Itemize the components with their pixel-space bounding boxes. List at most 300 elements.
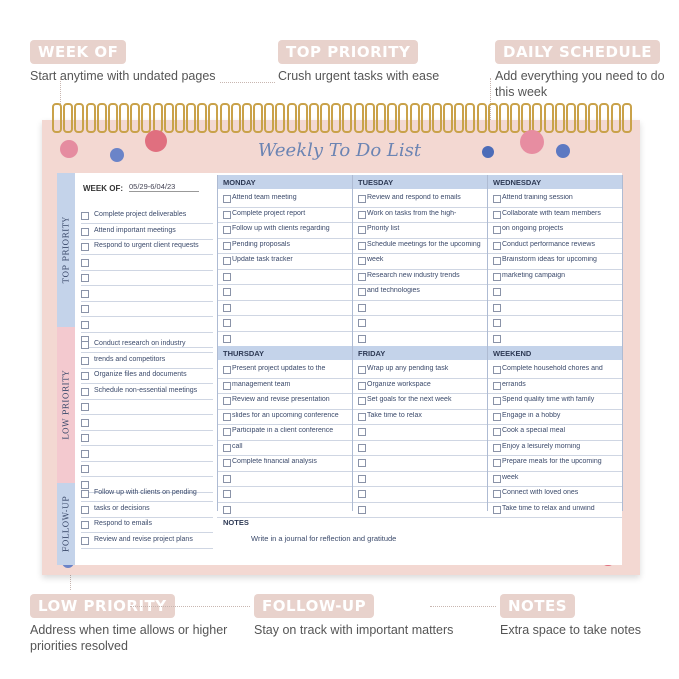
- checkbox[interactable]: [358, 226, 366, 234]
- checkbox[interactable]: [81, 341, 89, 349]
- task-row[interactable]: [487, 455, 622, 472]
- spiral-ring: [544, 103, 554, 133]
- task-row[interactable]: [217, 378, 352, 395]
- spiral-ring: [74, 103, 84, 133]
- spiral-ring: [622, 103, 632, 133]
- side-low-priority-label: LOW PRIORITY: [61, 370, 71, 440]
- spiral-ring: [97, 103, 107, 133]
- task-row[interactable]: [487, 486, 622, 503]
- spiral-ring: [499, 103, 509, 133]
- list-item[interactable]: [81, 486, 213, 502]
- task-row[interactable]: [352, 362, 487, 379]
- spiral-ring: [354, 103, 364, 133]
- list-item[interactable]: [81, 399, 213, 415]
- checkbox[interactable]: [358, 413, 366, 421]
- task-row[interactable]: [352, 378, 487, 395]
- task-row[interactable]: [487, 409, 622, 426]
- column-divider: [622, 175, 623, 511]
- spiral-ring: [287, 103, 297, 133]
- list-item[interactable]: [81, 224, 213, 240]
- task-text: Research new industry trends: [367, 271, 460, 279]
- checkbox[interactable]: [358, 397, 366, 405]
- spiral-ring: [555, 103, 565, 133]
- task-row[interactable]: [487, 207, 622, 224]
- task-row[interactable]: [217, 284, 352, 301]
- planner-sheet: [57, 173, 622, 565]
- list-item[interactable]: [81, 415, 213, 431]
- spiral-ring: [175, 103, 185, 133]
- list-item-text: Respond to emails: [94, 520, 152, 527]
- spiral-ring: [242, 103, 252, 133]
- spiral-ring: [577, 103, 587, 133]
- task-text: Spend quality time with family: [502, 396, 595, 403]
- list-item[interactable]: [81, 239, 213, 255]
- checkbox[interactable]: [223, 226, 231, 234]
- side-follow-up-label: FOLLOW-UP: [61, 495, 71, 553]
- task-row[interactable]: [217, 424, 352, 441]
- checkbox[interactable]: [358, 366, 366, 374]
- task-text: Wrap up any pending task: [367, 365, 449, 372]
- task-text: Pending proposals: [232, 240, 290, 248]
- checkbox[interactable]: [81, 259, 89, 267]
- task-row[interactable]: [487, 440, 622, 457]
- task-text: Review and respond to emails: [367, 194, 461, 201]
- checkbox[interactable]: [493, 304, 501, 312]
- checkbox[interactable]: [493, 226, 501, 234]
- task-row[interactable]: [217, 331, 352, 348]
- spiral-ring: [443, 103, 453, 133]
- checkbox[interactable]: [493, 195, 501, 203]
- callout-top-priority-label: TOP PRIORITY: [278, 40, 418, 64]
- column-divider: [352, 175, 353, 511]
- list-item[interactable]: [81, 337, 213, 353]
- list-item[interactable]: [81, 368, 213, 384]
- spiral-ring: [275, 103, 285, 133]
- spiral-ring: [320, 103, 330, 133]
- task-text: slides for an upcoming conference: [232, 411, 339, 419]
- task-text: week: [367, 256, 384, 263]
- callout-daily-schedule-desc: Add everything you need to do this week: [495, 69, 665, 99]
- task-row[interactable]: [352, 424, 487, 441]
- spiral-ring: [164, 103, 174, 133]
- day-name: THURSDAY: [223, 349, 264, 358]
- spiral-ring: [488, 103, 498, 133]
- list-item[interactable]: [81, 255, 213, 271]
- spiral-ring: [398, 103, 408, 133]
- callout-follow-up-desc: Stay on track with important matters: [254, 623, 454, 637]
- day-header: [487, 346, 622, 360]
- spiral-binding: [52, 103, 632, 133]
- day-name: FRIDAY: [358, 349, 386, 358]
- checkbox[interactable]: [223, 335, 231, 343]
- task-row[interactable]: [217, 362, 352, 379]
- flower-icon: [145, 130, 167, 152]
- task-row[interactable]: [217, 471, 352, 488]
- checkbox[interactable]: [223, 397, 231, 405]
- spiral-ring: [231, 103, 241, 133]
- checkbox[interactable]: [358, 242, 366, 250]
- task-text: Engage in a hobby: [502, 411, 561, 419]
- checkbox[interactable]: [223, 490, 231, 498]
- spiral-ring: [119, 103, 129, 133]
- task-text: Take time to relax: [367, 411, 422, 419]
- list-item-text: Respond to urgent client requests: [94, 242, 199, 249]
- task-row[interactable]: [487, 191, 622, 208]
- connector-notes: [430, 606, 496, 607]
- task-row[interactable]: [217, 455, 352, 472]
- spiral-ring: [331, 103, 341, 133]
- task-row[interactable]: [487, 300, 622, 317]
- spiral-ring: [86, 103, 96, 133]
- spiral-ring: [599, 103, 609, 133]
- task-row[interactable]: [352, 471, 487, 488]
- task-text: Cook a special meal: [502, 427, 566, 434]
- checkbox[interactable]: [223, 382, 231, 390]
- task-row[interactable]: [217, 269, 352, 286]
- task-row[interactable]: [352, 191, 487, 208]
- checkbox[interactable]: [493, 211, 501, 219]
- task-row[interactable]: [352, 284, 487, 301]
- day-name: TUESDAY: [358, 178, 394, 187]
- task-row[interactable]: [352, 207, 487, 224]
- list-item[interactable]: [81, 502, 213, 518]
- checkbox[interactable]: [223, 273, 231, 281]
- task-text: and technologies: [367, 287, 420, 294]
- task-text: Connect with loved ones: [502, 489, 579, 496]
- checkbox[interactable]: [493, 382, 501, 390]
- day-header: [217, 175, 352, 189]
- checkbox[interactable]: [223, 366, 231, 374]
- checkbox[interactable]: [81, 434, 89, 442]
- list-item[interactable]: [81, 430, 213, 446]
- checkbox[interactable]: [223, 319, 231, 327]
- spiral-ring: [253, 103, 263, 133]
- spiral-ring: [298, 103, 308, 133]
- list-item-text: Follow up with clients on pending: [94, 489, 197, 496]
- checkbox[interactable]: [493, 366, 501, 374]
- checkbox[interactable]: [358, 304, 366, 312]
- task-row[interactable]: [217, 253, 352, 270]
- task-row[interactable]: [217, 440, 352, 457]
- task-row[interactable]: [487, 331, 622, 348]
- task-row[interactable]: [487, 424, 622, 441]
- checkbox[interactable]: [81, 465, 89, 473]
- task-text: Enjoy a leisurely morning: [502, 442, 581, 450]
- checkbox[interactable]: [358, 211, 366, 219]
- callout-notes-desc: Extra space to take notes: [500, 623, 642, 637]
- task-text: week: [502, 473, 519, 481]
- task-row[interactable]: [487, 253, 622, 270]
- list-item[interactable]: [81, 533, 213, 549]
- notes-label: NOTES: [223, 518, 249, 527]
- checkbox[interactable]: [81, 506, 89, 514]
- checkbox[interactable]: [223, 242, 231, 250]
- week-of-label: WEEK OF:: [83, 184, 123, 193]
- callout-follow-up-label: FOLLOW-UP: [254, 594, 374, 618]
- checkbox[interactable]: [358, 335, 366, 343]
- checkbox[interactable]: [358, 382, 366, 390]
- checkbox[interactable]: [81, 228, 89, 236]
- checkbox[interactable]: [493, 444, 501, 452]
- task-text: Attend team meeting: [232, 194, 297, 201]
- spiral-ring: [454, 103, 464, 133]
- spiral-ring: [566, 103, 576, 133]
- checkbox[interactable]: [223, 195, 231, 203]
- callout-low-priority: [30, 594, 230, 654]
- task-text: Review and revise presentation: [232, 396, 330, 403]
- task-row[interactable]: [217, 191, 352, 208]
- checkbox[interactable]: [493, 459, 501, 467]
- task-text: Schedule meetings for the upcoming: [367, 240, 481, 248]
- list-item[interactable]: [81, 446, 213, 462]
- list-item[interactable]: [81, 384, 213, 400]
- list-item-text: Attend important meetings: [94, 226, 176, 234]
- checkbox[interactable]: [493, 428, 501, 436]
- task-row[interactable]: [217, 207, 352, 224]
- task-text: Complete financial analysis: [232, 458, 317, 465]
- checkbox[interactable]: [223, 288, 231, 296]
- task-row[interactable]: [352, 455, 487, 472]
- checkbox[interactable]: [81, 290, 89, 298]
- checkbox[interactable]: [493, 288, 501, 296]
- checkbox[interactable]: [81, 403, 89, 411]
- spiral-ring: [510, 103, 520, 133]
- spiral-ring: [588, 103, 598, 133]
- checkbox[interactable]: [81, 357, 89, 365]
- task-row[interactable]: [217, 222, 352, 239]
- side-follow-up: [57, 483, 75, 565]
- connector-top-priority: [220, 82, 275, 83]
- day-header: [352, 175, 487, 189]
- checkbox[interactable]: [81, 372, 89, 380]
- spiral-ring: [465, 103, 475, 133]
- list-item[interactable]: [81, 270, 213, 286]
- list-item-text: tasks or decisions: [94, 504, 150, 512]
- checkbox[interactable]: [81, 388, 89, 396]
- checkbox[interactable]: [358, 319, 366, 327]
- task-row[interactable]: [217, 300, 352, 317]
- spiral-ring: [130, 103, 140, 133]
- checkbox[interactable]: [81, 419, 89, 427]
- spiral-ring: [197, 103, 207, 133]
- column-divider: [217, 175, 218, 511]
- task-text: Brainstorm ideas for upcoming: [502, 256, 597, 263]
- task-text: Prepare meals for the upcoming: [502, 458, 602, 465]
- flower-icon: [556, 144, 570, 158]
- task-text: Follow up with clients regarding: [232, 225, 330, 232]
- spiral-ring: [309, 103, 319, 133]
- task-text: marketing campaign: [502, 271, 566, 279]
- day-name: WEEKEND: [493, 349, 532, 358]
- list-item[interactable]: [81, 301, 213, 317]
- checkbox[interactable]: [81, 537, 89, 545]
- callout-notes: [500, 594, 641, 638]
- spiral-ring: [432, 103, 442, 133]
- task-text: Update task tracker: [232, 256, 293, 263]
- checkbox[interactable]: [223, 428, 231, 436]
- task-row[interactable]: [352, 486, 487, 503]
- list-item-text: Organize files and documents: [94, 371, 187, 378]
- checkbox[interactable]: [493, 257, 501, 265]
- task-row[interactable]: [487, 238, 622, 255]
- task-row[interactable]: [352, 409, 487, 426]
- task-text: Complete project report: [232, 209, 306, 217]
- checkbox[interactable]: [81, 243, 89, 251]
- task-row[interactable]: [352, 238, 487, 255]
- flower-icon: [520, 130, 544, 154]
- checkbox[interactable]: [358, 490, 366, 498]
- list-item[interactable]: [81, 461, 213, 477]
- task-text: Priority list: [367, 225, 400, 232]
- task-text: Participate in a client conference: [232, 427, 334, 434]
- day-name: WEDNESDAY: [493, 178, 542, 187]
- list-item[interactable]: [81, 208, 213, 224]
- checkbox[interactable]: [493, 490, 501, 498]
- task-row[interactable]: [487, 284, 622, 301]
- spiral-ring: [410, 103, 420, 133]
- spiral-ring: [63, 103, 73, 133]
- checkbox[interactable]: [81, 274, 89, 282]
- checkbox[interactable]: [493, 413, 501, 421]
- task-row[interactable]: [352, 331, 487, 348]
- task-row[interactable]: [352, 222, 487, 239]
- task-text: Present project updates to the: [232, 365, 326, 372]
- spiral-ring: [521, 103, 531, 133]
- task-row[interactable]: [352, 300, 487, 317]
- week-of-value[interactable]: 05/29-6/04/23: [129, 182, 199, 192]
- notes-text: Write in a journal for reflection and gratitude: [251, 534, 397, 543]
- checkbox[interactable]: [81, 450, 89, 458]
- checkbox[interactable]: [493, 319, 501, 327]
- callout-top-priority-desc: Crush urgent tasks with ease: [278, 69, 440, 83]
- task-row[interactable]: [217, 315, 352, 332]
- checkbox[interactable]: [223, 444, 231, 452]
- spiral-ring: [365, 103, 375, 133]
- callout-week-of-label: WEEK OF: [30, 40, 126, 64]
- task-text: Conduct performance reviews: [502, 240, 595, 248]
- task-row[interactable]: [352, 315, 487, 332]
- task-row[interactable]: [217, 238, 352, 255]
- list-item-text: Review and revise project plans: [94, 535, 193, 543]
- list-item-text: Schedule non-essential meetings: [94, 386, 198, 394]
- checkbox[interactable]: [358, 475, 366, 483]
- spiral-ring: [141, 103, 151, 133]
- checkbox[interactable]: [358, 459, 366, 467]
- side-top-priority-label: TOP PRIORITY: [61, 216, 71, 284]
- checkbox[interactable]: [223, 304, 231, 312]
- checkbox[interactable]: [81, 212, 89, 220]
- flower-icon: [110, 148, 124, 162]
- list-item[interactable]: [81, 317, 213, 333]
- task-text: Collaborate with team members: [502, 209, 601, 217]
- list-item-text: trends and competitors: [94, 355, 166, 363]
- callout-notes-label: NOTES: [500, 594, 575, 618]
- task-text: management team: [232, 380, 291, 388]
- task-text: Attend training session: [502, 194, 573, 201]
- checkbox[interactable]: [81, 321, 89, 329]
- checkbox[interactable]: [223, 413, 231, 421]
- checkbox[interactable]: [223, 257, 231, 265]
- checkbox[interactable]: [358, 444, 366, 452]
- checkbox[interactable]: [358, 257, 366, 265]
- task-row[interactable]: [217, 393, 352, 410]
- callout-follow-up: [254, 594, 453, 638]
- checkbox[interactable]: [81, 521, 89, 529]
- day-name: MONDAY: [223, 178, 256, 187]
- notes-area[interactable]: [217, 513, 622, 563]
- checkbox[interactable]: [358, 195, 366, 203]
- spiral-ring: [611, 103, 621, 133]
- checkbox[interactable]: [81, 490, 89, 498]
- task-row[interactable]: [352, 393, 487, 410]
- list-item-text: Conduct research on industry: [94, 340, 186, 347]
- callout-top-priority: [278, 40, 439, 84]
- callout-week-of: [30, 40, 216, 84]
- callout-week-of-desc: Start anytime with undated pages: [30, 69, 216, 83]
- spiral-ring: [421, 103, 431, 133]
- checkbox[interactable]: [493, 397, 501, 405]
- checkbox[interactable]: [223, 475, 231, 483]
- task-text: errands: [502, 380, 526, 388]
- spiral-ring: [387, 103, 397, 133]
- day-header: [352, 346, 487, 360]
- task-row[interactable]: [487, 362, 622, 379]
- checkbox[interactable]: [358, 428, 366, 436]
- column-divider: [487, 175, 488, 511]
- checkbox[interactable]: [493, 475, 501, 483]
- checkbox[interactable]: [358, 288, 366, 296]
- spiral-ring: [52, 103, 62, 133]
- task-row[interactable]: [487, 471, 622, 488]
- task-text: Organize workspace: [367, 380, 431, 388]
- task-row[interactable]: [487, 315, 622, 332]
- task-row[interactable]: [487, 269, 622, 286]
- callout-daily-schedule-label: DAILY SCHEDULE: [495, 40, 660, 64]
- task-row[interactable]: [352, 253, 487, 270]
- spiral-ring: [220, 103, 230, 133]
- spiral-ring: [342, 103, 352, 133]
- list-item[interactable]: [81, 353, 213, 369]
- task-text: Set goals for the next week: [367, 396, 452, 403]
- spiral-ring: [186, 103, 196, 133]
- spiral-ring: [153, 103, 163, 133]
- day-header: [487, 175, 622, 189]
- task-row[interactable]: [487, 378, 622, 395]
- list-item[interactable]: [81, 286, 213, 302]
- task-row[interactable]: [217, 409, 352, 426]
- side-top-priority: [57, 173, 75, 327]
- task-row[interactable]: [487, 393, 622, 410]
- task-row[interactable]: [352, 269, 487, 286]
- checkbox[interactable]: [358, 273, 366, 281]
- checkbox[interactable]: [493, 273, 501, 281]
- task-text: Work on tasks from the high-: [367, 209, 457, 217]
- connector-follow-up: [130, 606, 250, 607]
- task-row[interactable]: [487, 222, 622, 239]
- checkbox[interactable]: [493, 335, 501, 343]
- checkbox[interactable]: [493, 242, 501, 250]
- task-row[interactable]: [352, 440, 487, 457]
- checkbox[interactable]: [81, 305, 89, 313]
- list-item[interactable]: [81, 517, 213, 533]
- task-text: on ongoing projects: [502, 225, 564, 232]
- spiral-ring: [532, 103, 542, 133]
- flower-icon: [482, 146, 494, 158]
- checkbox[interactable]: [223, 211, 231, 219]
- task-row[interactable]: [217, 486, 352, 503]
- checkbox[interactable]: [223, 459, 231, 467]
- callout-low-priority-desc: Address when time allows or higher priorities resolved: [30, 623, 228, 653]
